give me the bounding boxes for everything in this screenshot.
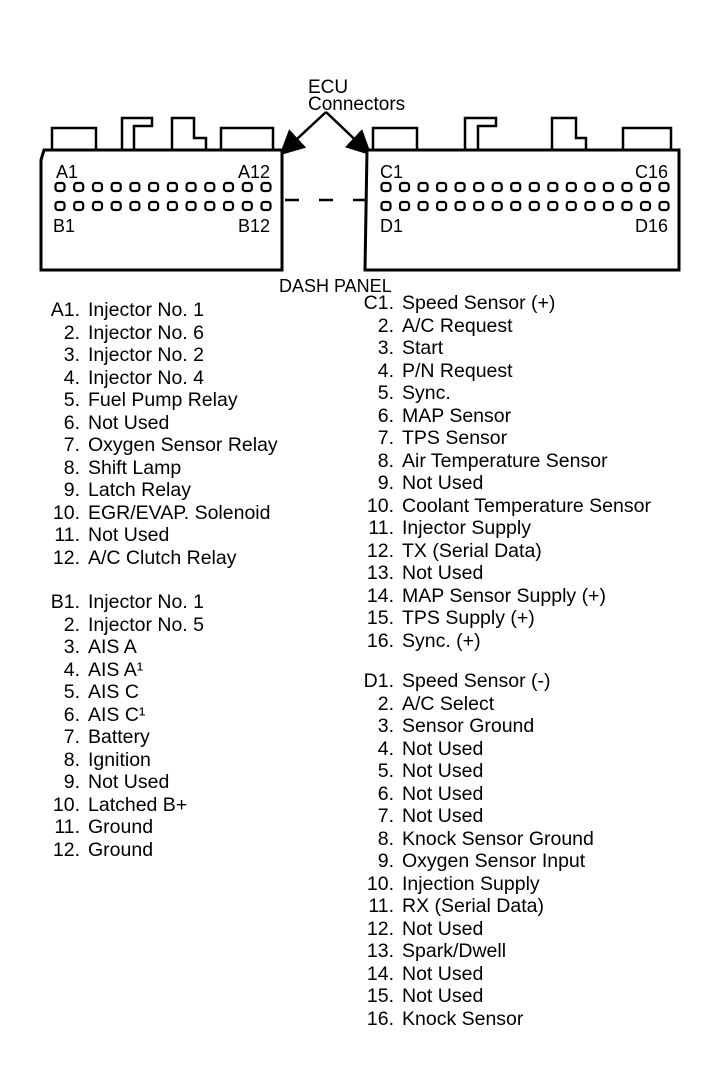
pin-list-item — [352, 360, 651, 383]
pin-number: 12. — [52, 838, 80, 861]
pin-number: 15. — [366, 607, 394, 629]
pin-number: 10. — [52, 793, 80, 816]
pin-number: 11. — [54, 816, 80, 838]
pin-function: Coolant Temperature Sensor — [402, 494, 651, 517]
pin-number: 7. — [63, 434, 80, 456]
connector-pin — [93, 183, 102, 191]
pin-number: 4. — [377, 737, 394, 760]
connector-pin — [660, 202, 669, 210]
pin-number: 5. — [63, 389, 80, 411]
connector-pin — [243, 183, 252, 191]
pin-list-item — [44, 591, 204, 614]
connector-pin — [168, 183, 177, 191]
pin-number: 12. — [52, 546, 80, 569]
connector-pin — [56, 183, 65, 191]
pin-label-c16: C16 — [634, 162, 668, 182]
pin-function: Ground — [88, 838, 154, 861]
pin-number: 6. — [63, 411, 80, 434]
pin-number: 10. — [52, 501, 80, 524]
pin-function: P/N Request — [402, 359, 513, 382]
pin-function: TPS Supply (+) — [402, 607, 535, 629]
pin-list-item — [44, 839, 204, 862]
pin-number: 16. — [366, 629, 394, 652]
pin-list-item — [44, 794, 204, 817]
pin-function: Not Used — [402, 917, 484, 940]
pin-list-item — [44, 367, 278, 390]
connector-pin — [187, 183, 196, 191]
pin-function: Ignition — [88, 748, 151, 771]
connector-pin — [382, 183, 391, 191]
pin-number: 9. — [377, 472, 394, 494]
pin-function: Shift Lamp — [88, 456, 182, 479]
pin-number: 10. — [366, 872, 394, 895]
pin-list-item — [352, 940, 594, 963]
pin-list-item — [44, 457, 278, 480]
connector-pin — [74, 183, 83, 191]
pin-number: 6. — [377, 782, 394, 805]
pin-function: Oxygen Sensor Relay — [88, 434, 278, 456]
pin-function: AIS A — [88, 636, 137, 658]
pin-number: 10. — [366, 494, 394, 517]
pin-list-item — [44, 502, 278, 525]
pin-list-item — [352, 450, 651, 473]
connector-pin — [437, 183, 446, 191]
connector-pin — [456, 202, 465, 210]
pin-function: MAP Sensor Supply (+) — [402, 584, 606, 607]
pin-number: 3. — [63, 636, 80, 658]
pin-function: EGR/EVAP. Solenoid — [88, 501, 271, 524]
connector-pin — [112, 202, 121, 210]
pin-list-item — [352, 517, 651, 540]
ecu-connector-diagram — [0, 0, 719, 300]
pin-list-a — [44, 299, 278, 569]
pin-list-item — [352, 540, 651, 563]
connector-pin — [205, 202, 214, 210]
pin-label-a1: A1 — [56, 162, 79, 182]
pin-function: Sync. — [402, 382, 451, 404]
connector-pin — [149, 183, 158, 191]
connector-pin — [437, 202, 446, 210]
pin-function: Not Used — [88, 771, 170, 793]
pin-list-item — [352, 985, 594, 1008]
pin-label-b1: B1 — [53, 216, 76, 236]
connector-pin — [585, 183, 594, 191]
pin-list-item — [44, 547, 278, 570]
pin-function: Not Used — [88, 524, 170, 546]
pin-label-d16: D16 — [634, 216, 668, 236]
connector-pin — [511, 202, 520, 210]
pin-list-item — [352, 427, 651, 450]
connector-pin — [641, 202, 650, 210]
pin-function: Injector No. 1 — [88, 299, 204, 321]
pin-label-b12: B12 — [237, 216, 270, 236]
pin-number: 8. — [377, 449, 394, 472]
pin-function: Air Temperature Sensor — [402, 449, 608, 472]
pin-function: AIS C¹ — [88, 703, 146, 726]
pin-list-item — [44, 524, 278, 547]
connector-pin — [130, 202, 139, 210]
pin-list-item — [352, 783, 594, 806]
pin-number: 12. — [366, 539, 394, 562]
pin-number: 13. — [366, 940, 394, 962]
pin-label-d1: D1 — [380, 216, 404, 236]
pin-number: C1. — [363, 292, 394, 314]
pin-function: TX (Serial Data) — [402, 539, 542, 562]
pin-list-item — [44, 726, 204, 749]
connector-pin — [400, 202, 409, 210]
connector-pin — [419, 183, 428, 191]
pin-list-item — [352, 1008, 594, 1031]
pin-list-item — [352, 607, 651, 630]
pin-list-item — [352, 670, 594, 693]
pin-list-item — [352, 873, 594, 896]
pin-function: RX (Serial Data) — [402, 895, 544, 917]
pin-list-item — [352, 760, 594, 783]
pin-number: 5. — [377, 760, 394, 782]
pin-list-item — [44, 479, 278, 502]
pin-function: AIS A¹ — [88, 658, 144, 681]
pin-list-item — [44, 389, 278, 412]
pin-function: Sync. (+) — [402, 629, 481, 652]
pin-number: 3. — [377, 715, 394, 737]
connector-pin — [224, 183, 233, 191]
pin-number: 9. — [63, 771, 80, 793]
connector-pin — [130, 183, 139, 191]
pin-number: 15. — [366, 985, 394, 1007]
connector-pin — [641, 183, 650, 191]
ecu-label: ECU — [308, 77, 349, 98]
pin-number: 16. — [366, 1007, 394, 1030]
pin-list-item — [352, 895, 594, 918]
connector-pin — [660, 183, 669, 191]
pin-function: Not Used — [402, 562, 484, 584]
pin-list-item — [352, 963, 594, 986]
pin-number: 13. — [366, 562, 394, 584]
pin-number: 2. — [63, 321, 80, 344]
pin-list-item — [44, 659, 204, 682]
arrow-left — [283, 112, 326, 152]
pin-list-item — [44, 749, 204, 772]
pin-number: 2. — [63, 613, 80, 636]
connector-pin — [187, 202, 196, 210]
dash-panel-label: DASH PANEL — [279, 276, 392, 296]
pin-list-c — [352, 292, 651, 652]
pin-number: 14. — [366, 962, 394, 985]
connector-pin — [548, 202, 557, 210]
pin-list-item — [44, 704, 204, 727]
pin-list-item — [352, 693, 594, 716]
right-connector-latches — [373, 118, 671, 152]
pin-function: Speed Sensor (-) — [402, 670, 551, 692]
pin-list-item — [352, 918, 594, 941]
pin-number: 6. — [377, 404, 394, 427]
pin-number: 4. — [63, 366, 80, 389]
pin-number: 6. — [63, 703, 80, 726]
connector-pin — [474, 183, 483, 191]
connector-pin — [74, 202, 83, 210]
connectors-label: Connectors — [308, 94, 406, 115]
pin-number: 4. — [377, 359, 394, 382]
pin-function: Not Used — [402, 962, 484, 985]
connector-pin — [262, 202, 271, 210]
connector-pin — [585, 202, 594, 210]
pin-function: Injector No. 4 — [88, 366, 204, 389]
pin-function: Oxygen Sensor Input — [402, 850, 586, 872]
pin-function: Latched B+ — [88, 793, 188, 816]
pin-list-item — [352, 850, 594, 873]
pin-number: 9. — [377, 850, 394, 872]
connector-pin — [419, 202, 428, 210]
pin-label-c1: C1 — [380, 162, 404, 182]
connector-pin — [530, 183, 539, 191]
pin-list-item — [44, 322, 278, 345]
connector-pin — [530, 202, 539, 210]
pin-function: Not Used — [88, 411, 170, 434]
connector-pin — [604, 202, 613, 210]
connector-pin — [567, 183, 576, 191]
connector-pin — [493, 202, 502, 210]
connector-pin — [493, 183, 502, 191]
connector-pin — [93, 202, 102, 210]
pin-number: 7. — [377, 427, 394, 449]
connector-pin — [622, 202, 631, 210]
pin-number: 12. — [366, 917, 394, 940]
pin-function: Fuel Pump Relay — [88, 389, 238, 411]
pin-function: Not Used — [402, 805, 484, 827]
pin-number: 7. — [63, 726, 80, 748]
connector-pin — [604, 183, 613, 191]
left-connector-latches — [52, 118, 273, 152]
pin-list-item — [352, 630, 651, 653]
pin-function: Knock Sensor Ground — [402, 827, 594, 850]
pin-function: Speed Sensor (+) — [402, 292, 556, 314]
connector-pin — [205, 183, 214, 191]
connector-pin — [474, 202, 483, 210]
pin-function: Injector No. 2 — [88, 344, 204, 366]
pin-function: Ground — [88, 816, 154, 838]
connector-pin — [168, 202, 177, 210]
pin-number: A1. — [50, 299, 80, 321]
pin-list-item — [44, 344, 278, 367]
connector-pin — [567, 202, 576, 210]
connector-pin — [149, 202, 158, 210]
pin-list-item — [44, 681, 204, 704]
pin-function: Not Used — [402, 985, 484, 1007]
pin-number: B1. — [50, 591, 80, 613]
pin-number: 8. — [63, 748, 80, 771]
pin-list-item — [352, 405, 651, 428]
pin-list-item — [352, 382, 651, 405]
pin-function: AIS C — [88, 681, 139, 703]
connector-pin — [511, 183, 520, 191]
connector-pin — [382, 202, 391, 210]
pin-function: Latch Relay — [88, 479, 191, 501]
pin-number: 11. — [54, 524, 80, 546]
pin-list-item — [352, 828, 594, 851]
pin-list-item — [44, 816, 204, 839]
pin-list-b — [44, 591, 204, 861]
pin-list-item — [44, 299, 278, 322]
pin-list-item — [352, 472, 651, 495]
pin-function: Not Used — [402, 737, 484, 760]
pin-number: 8. — [63, 456, 80, 479]
pin-function: Injector No. 1 — [88, 591, 204, 613]
pin-function: A/C Request — [402, 314, 513, 337]
pin-number: 11. — [368, 895, 394, 917]
pin-function: MAP Sensor — [402, 404, 512, 427]
connector-pin — [456, 183, 465, 191]
pin-function: Start — [402, 337, 444, 359]
pin-list-item — [352, 585, 651, 608]
pin-list-item — [352, 562, 651, 585]
pin-list-item — [352, 495, 651, 518]
pin-list-item — [352, 738, 594, 761]
pin-number: 3. — [377, 337, 394, 359]
pin-function: Injector No. 5 — [88, 613, 204, 636]
pin-list-item — [44, 614, 204, 637]
pin-list-d — [352, 670, 594, 1030]
pin-function: Injector No. 6 — [88, 321, 204, 344]
arrow-right — [326, 112, 368, 152]
pin-list-item — [352, 715, 594, 738]
connector-pin — [243, 202, 252, 210]
connector-pin — [262, 183, 271, 191]
connector-pin — [400, 183, 409, 191]
pin-list-item — [352, 337, 651, 360]
pin-number: 14. — [366, 584, 394, 607]
pin-list-item — [44, 636, 204, 659]
pin-function: Knock Sensor — [402, 1007, 524, 1030]
pin-function: Battery — [88, 726, 150, 748]
pin-number: 7. — [377, 805, 394, 827]
pin-function: Not Used — [402, 782, 484, 805]
pin-number: 8. — [377, 827, 394, 850]
pin-list-item — [352, 292, 651, 315]
connector-pin — [112, 183, 121, 191]
pin-label-a12: A12 — [237, 162, 270, 182]
pin-list-item — [44, 412, 278, 435]
right-connector-body — [365, 150, 679, 270]
pin-number: 3. — [63, 344, 80, 366]
pin-number: 5. — [63, 681, 80, 703]
pin-list-item — [352, 805, 594, 828]
pin-function: TPS Sensor — [402, 427, 508, 449]
pin-number: D1. — [363, 670, 394, 692]
pin-number: 5. — [377, 382, 394, 404]
pin-list-item — [44, 434, 278, 457]
connector-pin — [224, 202, 233, 210]
pin-list-item — [44, 771, 204, 794]
connector-pin — [622, 183, 631, 191]
pin-function: Injection Supply — [402, 872, 540, 895]
pin-function: A/C Select — [402, 692, 495, 715]
pin-function: Not Used — [402, 472, 484, 494]
pin-function: Injector Supply — [402, 517, 531, 539]
connector-pin — [56, 202, 65, 210]
pin-list-item — [352, 315, 651, 338]
pin-number: 9. — [63, 479, 80, 501]
connector-pin — [548, 183, 557, 191]
pin-number: 2. — [377, 692, 394, 715]
pin-function: A/C Clutch Relay — [88, 546, 237, 569]
pin-number: 4. — [63, 658, 80, 681]
pin-function: Sensor Ground — [402, 715, 535, 737]
pin-function: Not Used — [402, 760, 484, 782]
pin-number: 11. — [368, 517, 394, 539]
pin-number: 2. — [377, 314, 394, 337]
pin-function: Spark/Dwell — [402, 940, 507, 962]
